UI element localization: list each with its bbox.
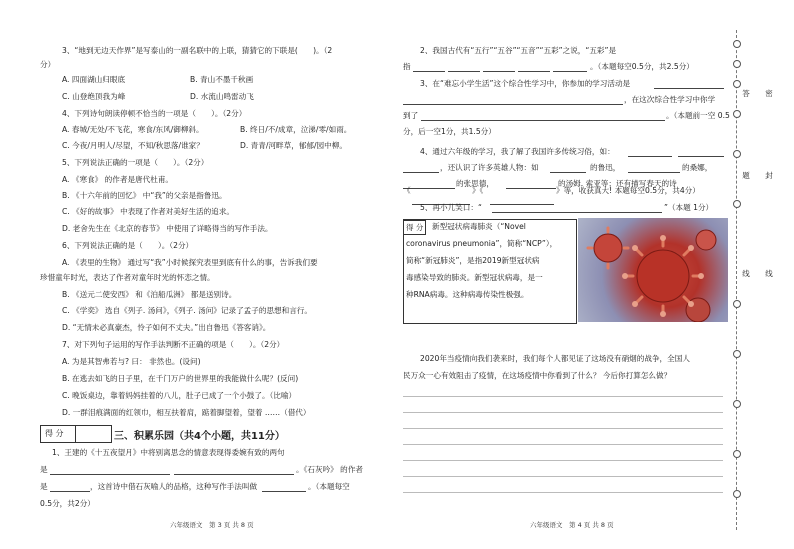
- s2-line1: 2、我国古代有“五行”“五谷”“五音”“五彩”之说，“五彩”是: [420, 46, 617, 55]
- answer-line-6[interactable]: [403, 476, 723, 477]
- q3-option-d: D. 水流山鸣雷动飞: [190, 92, 254, 101]
- s4-line4-c: 》等，收获真大! 本题每空0.5分，共4分）: [556, 186, 700, 195]
- s2-blank-1[interactable]: [413, 71, 445, 72]
- q5-option-b: B. 《十六年前的回忆》 中“我”的父亲是指鲁迅。: [62, 191, 227, 200]
- answer-line-2[interactable]: [403, 412, 723, 413]
- s3-line3-a: 到了: [403, 111, 419, 120]
- binding-hole: [733, 110, 741, 118]
- section-3-title: 三、积累乐园（共4个小题，共11分）: [114, 431, 285, 442]
- answer-line-1[interactable]: [403, 396, 723, 397]
- q4-stem: 4、下列诗句朗读停顿不恰当的一项是（ ）。（2分）: [62, 109, 247, 118]
- q6-stem: 6、下列说法正确的是（ ）。（2分）: [62, 241, 194, 250]
- s1-line3-a: 是: [40, 482, 48, 491]
- s2-line2-a: 指: [403, 62, 411, 71]
- binding-hole: [733, 490, 741, 498]
- q5-option-a: A. 《寒食》 的作者是唐代杜甫。: [62, 175, 174, 184]
- q5-option-c: C. 《好的故事》 中表现了作者对美好生活的追求。: [62, 207, 235, 216]
- score-box: [40, 425, 112, 443]
- q7-option-c: C. 晚饭桌边，靠着妈妈挂着的八儿，肚子已成了一个小鼓了。（比喻）: [62, 391, 297, 400]
- binding-hole: [733, 40, 741, 48]
- s1-line2-a: 是: [40, 465, 48, 474]
- q6-option-a: A. 《表里的生物》 通过写“我”小时候探究表里到底有什么的事，告诉我们要: [62, 258, 318, 267]
- q3-option-b: B. 青山不墨千秋画: [190, 75, 254, 84]
- q4-option-a: A. 春城/无处/不飞花，寒食/东风/御柳斜。: [62, 125, 204, 134]
- s2-line2-b: 。（本题每空0.5分，共2.5分）: [590, 62, 694, 71]
- essay-prompt-line2: 民万众一心有效阻击了疫情，在这场疫情中你看到了什么？ 今后你打算怎么做？: [403, 371, 672, 380]
- margin-char-feng: 封: [765, 171, 773, 180]
- q6-option-a-cont: 珍惜童年时光，表达了作者对童年时光的怀恋之情。: [40, 273, 215, 282]
- s5-line1-b: ”（本题 1分）: [664, 203, 714, 212]
- q7-option-b: B. 在逃去如飞的日子里，在千门万户的世界里的我能做什么呢？(反问): [62, 374, 299, 383]
- s1-line3-b: ，这首诗中借石灰喻人的品格，这种写作手法叫做: [90, 482, 258, 491]
- margin-char-mi: 密: [765, 89, 773, 98]
- virus-image: [578, 218, 728, 322]
- s2-blank-5[interactable]: [553, 71, 587, 72]
- margin-char-ti: 题: [742, 171, 750, 180]
- footer-left: 六年级语文 第 3 页 共 8 页: [170, 521, 254, 529]
- s4-line1: 4、通过六年级的学习，我了解了我国许多传统习俗，如：: [420, 147, 615, 156]
- q4-option-c: C. 今夜/月明人/尽望，不知/秋思落/谁家？: [62, 141, 204, 150]
- s1-line2-b: 。《石灰吟》 的作者: [296, 465, 363, 474]
- answer-line-5[interactable]: [403, 460, 723, 461]
- q3-stem: 3、“地到无边天作界”是写泰山的一副名联中的上联，猜猜它的下联是( )。（2: [62, 46, 333, 55]
- binding-hole: [733, 300, 741, 308]
- s4-line3: 的张思德，: [456, 179, 494, 188]
- s1-line1: 1、王建的《十五夜望月》中将别离思念的情意表现得委婉有致的两句: [52, 448, 285, 457]
- s4-line4-a: 《: [403, 186, 411, 195]
- q6-option-d: D. “无情未必真豪杰，怜子如何不丈夫。”出自鲁迅《答客诮》。: [62, 323, 271, 332]
- binding-hole: [733, 450, 741, 458]
- covid-text-line5: 种RNA病毒。这种病毒传染性极强。: [406, 290, 529, 299]
- q5-option-d: D. 老舍先生在《北京的春节》 中使用了详略得当的写作手法。: [62, 224, 273, 233]
- binding-hole: [733, 200, 741, 208]
- q6-option-b: B. 《送元二使安西》 和《泊船瓜洲》 都是送别诗。: [62, 290, 237, 299]
- s5-line1-a: 5、再小儿笑口：“: [420, 203, 482, 212]
- s4-blank-2[interactable]: [678, 156, 724, 157]
- s3-line4: 分，后一空1分，共1.5分）: [403, 127, 496, 136]
- answer-line-3[interactable]: [403, 428, 723, 429]
- covid-text-line2: coronavirus pneumonia”，简称“NCP”），: [406, 239, 558, 248]
- q6-option-c: C. 《学奕》 选自《列子. 汤问》，《列子. 汤问》记录了孟子的思想和言行。: [62, 306, 313, 315]
- s1-blank-2[interactable]: [174, 474, 294, 475]
- covid-text-box: [403, 219, 577, 324]
- s3-blank-1a[interactable]: [654, 88, 724, 89]
- q7-stem: 7、对下列句子运用的写作手法判断不正确的项是（ ）。（2分）: [62, 340, 285, 349]
- q4-option-b: B. 终日/不/成章，泣涕/零/如雨。: [240, 125, 352, 134]
- s3-line2: ，在这次综合性学习中你学: [624, 95, 716, 104]
- q5-stem: 5、下列说法正确的一项是（ ）。（2分）: [62, 158, 209, 167]
- s2-blank-2[interactable]: [448, 71, 480, 72]
- binding-hole: [733, 350, 741, 358]
- binding-hole: [733, 80, 741, 88]
- answer-line-7[interactable]: [403, 492, 723, 493]
- s4-line4-b: 》《: [472, 186, 484, 195]
- s1-line4: 0.5分，共2分）: [40, 499, 95, 508]
- q7-option-a: A. 为是其智弗若与? 曰： 非然也。(设问): [62, 357, 201, 366]
- binding-hole: [733, 60, 741, 68]
- s4-line2-c: 的桑娜，: [682, 163, 713, 172]
- s1-blank-3[interactable]: [50, 491, 90, 492]
- q3-option-c: C. 山登绝顶我为峰: [62, 92, 126, 101]
- s1-blank-1[interactable]: [50, 474, 170, 475]
- s4-blank-9[interactable]: [490, 204, 554, 205]
- s3-blank-2[interactable]: [421, 120, 665, 121]
- s3-blank-1b[interactable]: [403, 104, 623, 105]
- s1-line3-c: 。（本题每空: [308, 482, 350, 491]
- q3-option-a: A. 四面湖山归眼底: [62, 75, 126, 84]
- margin-char-da: 答: [742, 89, 750, 98]
- s4-blank-3[interactable]: [403, 172, 439, 173]
- covid-text-line1: 新型冠状病毒肺炎（“Novel: [432, 222, 526, 231]
- s1-blank-4[interactable]: [262, 491, 306, 492]
- covid-text-line3: 简称“新冠肺炎”，是指2019新型冠状病: [406, 256, 540, 265]
- s4-line3-b: 的汤姆. 索亚等；还有描写春天的诗: [558, 179, 677, 188]
- virus-illustration: [578, 218, 728, 322]
- score-blank[interactable]: [76, 426, 111, 442]
- s4-blank-4[interactable]: [550, 172, 586, 173]
- covid-text-line4: 毒感染导致的肺炎。新型冠状病毒，是一: [406, 273, 543, 282]
- s4-blank-5[interactable]: [628, 172, 680, 173]
- s2-blank-3[interactable]: [483, 71, 515, 72]
- s3-line1: 3、在“难忘小学生活”这个综合性学习中，你参加的学习活动是: [420, 79, 631, 88]
- s4-line2: ，还认识了许多英雄人物：如: [440, 163, 539, 172]
- score-tag: 得 分: [403, 220, 426, 235]
- s5-blank[interactable]: [492, 212, 662, 213]
- margin-char-xian-2: 线: [765, 269, 773, 278]
- q4-option-d: D. 青青/河畔草，郁郁/园中柳。: [240, 141, 347, 150]
- s2-blank-4[interactable]: [518, 71, 550, 72]
- q7-option-d: D. 一群泪痕满面的红领巾，相互扶着肩，踮着脚望着，望着 ……（借代）: [62, 408, 311, 417]
- s4-blank-1[interactable]: [628, 156, 672, 157]
- q3-stem-cont: 分）: [40, 60, 56, 69]
- s3-line3-b: 。（本题前一空 0.5: [666, 111, 730, 120]
- s4-line2-b: 的鲁迅，: [590, 163, 621, 172]
- binding-hole: [733, 400, 741, 408]
- essay-prompt-line1: 2020年当疫情向我们袭来时，我们每个人都见证了这场没有硝烟的战争，全国人: [420, 354, 690, 363]
- score-label: 得 分: [41, 426, 76, 442]
- binding-hole: [733, 150, 741, 158]
- margin-char-xian-1: 线: [742, 269, 750, 278]
- answer-line-4[interactable]: [403, 444, 723, 445]
- s4-blank-7[interactable]: [506, 188, 556, 189]
- footer-right: 六年级语文 第 4 页 共 8 页: [530, 521, 614, 529]
